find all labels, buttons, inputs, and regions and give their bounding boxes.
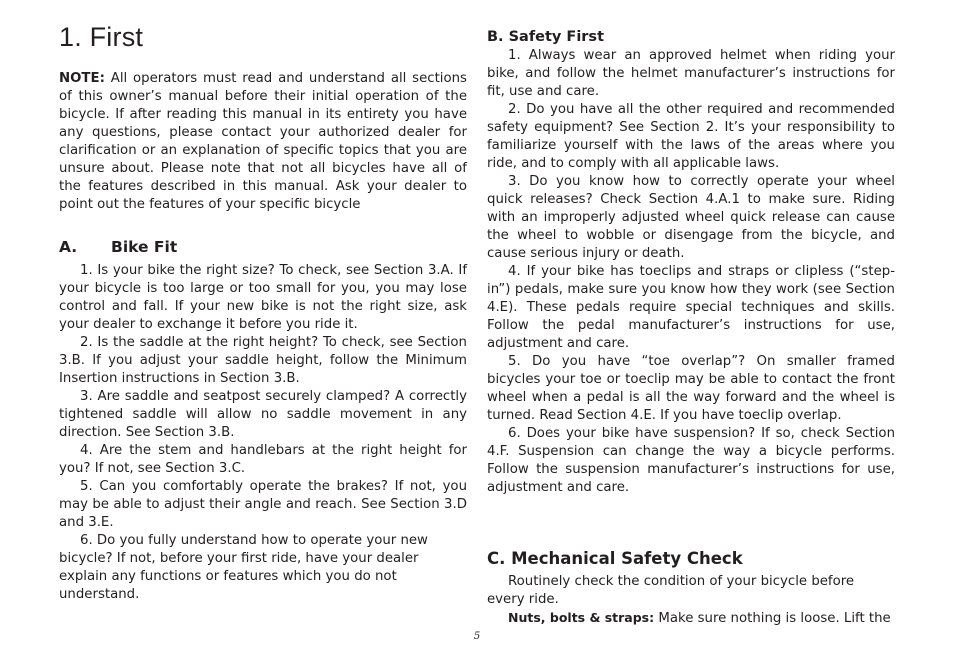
note-paragraph bbox=[59, 70, 467, 214]
safety-item-1: 1. Always wear an approved helmet when riding your bike, and follow the helmet manufacturer’s instructions for fit, use and care. bbox=[487, 48, 895, 99]
page-number: 5 bbox=[473, 631, 481, 642]
note-label: NOTE: bbox=[59, 71, 105, 86]
safety-item-3: 3. Do you know how to correctly operate your wheel quick releases? Check Section 4.A.1 to make sure. Riding with an improperly adjusted wheel quick release can cause the wheel to wobble or disengage from the bicycle, and cause serious injury or death. bbox=[487, 174, 895, 261]
nuts-bolts-label: Nuts, bolts & straps: bbox=[508, 610, 655, 625]
section-a-title: Bike Fit bbox=[111, 238, 178, 256]
section-a-list bbox=[59, 262, 467, 604]
bike-fit-item-6: 6. Do you fully understand how to operate your new bicycle? If not, before your first ride, have your dealer explain any functions or features which you do not understand. bbox=[59, 533, 428, 602]
section-c-body bbox=[487, 573, 895, 628]
chapter-title: 1. First bbox=[59, 22, 144, 52]
safety-item-6: 6. Does your bike have suspension? If so, check Section 4.F. Suspension can change the way a bicycle performs. Follow the suspension manufacturer’s instructions for use, adjustment and care. bbox=[487, 426, 895, 495]
safety-item-2: 2. Do you have all the other required and recommended safety equipment? See Section 2. It’s your responsibility to familiarize yourself with the laws of the areas where you ride, and to comply with all applicable laws. bbox=[487, 102, 895, 171]
note-text: All operators must read and understand all sections of this owner’s manual before their initial operation of the bicycle. If after reading this manual in its entirety you have any questions, please contact your authorized dealer for clarification or an explanation of specific topics that you are unsure about. Please note that not all bicycles have all of the features described in this manual. Ask your dealer to point out the features of your specific bicycle bbox=[59, 71, 467, 212]
bike-fit-item-1: 1. Is your bike the right size? To check, see Section 3.A. If your bicycle is too large or too small for you, you may lose control and fall. If your new bike is not the right size, ask your dealer to exchange it before you ride it. bbox=[59, 263, 467, 332]
bike-fit-item-5: 5. Can you comfortably operate the brakes? If not, you may be able to adjust their angle and reach. See Section 3.D and 3.E. bbox=[59, 479, 467, 530]
nuts-bolts-paragraph bbox=[487, 609, 895, 628]
nuts-bolts-text: Make sure nothing is loose. Lift the bbox=[654, 611, 891, 626]
section-b-heading: B. Safety First bbox=[487, 29, 604, 45]
section-a-heading bbox=[59, 237, 177, 257]
safety-item-4: 4. If your bike has toeclips and straps or clipless (“step-in”) pedals, make sure you know how they work (see Section 4.E). These pedals require special techniques and skills. Follow the pedal manufacturer’s instructions for use, adjustment and care. bbox=[487, 264, 895, 351]
mechanical-intro: Routinely check the condition of your bicycle before every ride. bbox=[487, 574, 855, 607]
bike-fit-item-3: 3. Are saddle and seatpost securely clamped? A correctly tightened saddle will allow no saddle movement in any direction. See Section 3.B. bbox=[59, 389, 467, 440]
section-b-list bbox=[487, 47, 895, 497]
bike-fit-item-4: 4. Are the stem and handlebars at the right height for you? If not, see Section 3.C. bbox=[59, 443, 467, 476]
bike-fit-item-2: 2. Is the saddle at the right height? To check, see Section 3.B. If you adjust your saddle height, follow the Minimum Insertion instructions in Section 3.B. bbox=[59, 335, 467, 386]
section-a-letter: A. bbox=[59, 238, 78, 256]
section-c-heading: C. Mechanical Safety Check bbox=[487, 549, 743, 568]
safety-item-5: 5. Do you have “toe overlap”? On smaller framed bicycles your toe or toeclip may be able to contact the front wheel when a pedal is all the way forward and the wheel is turned. Read Section 4.E. If you have toeclip overlap. bbox=[487, 354, 895, 423]
